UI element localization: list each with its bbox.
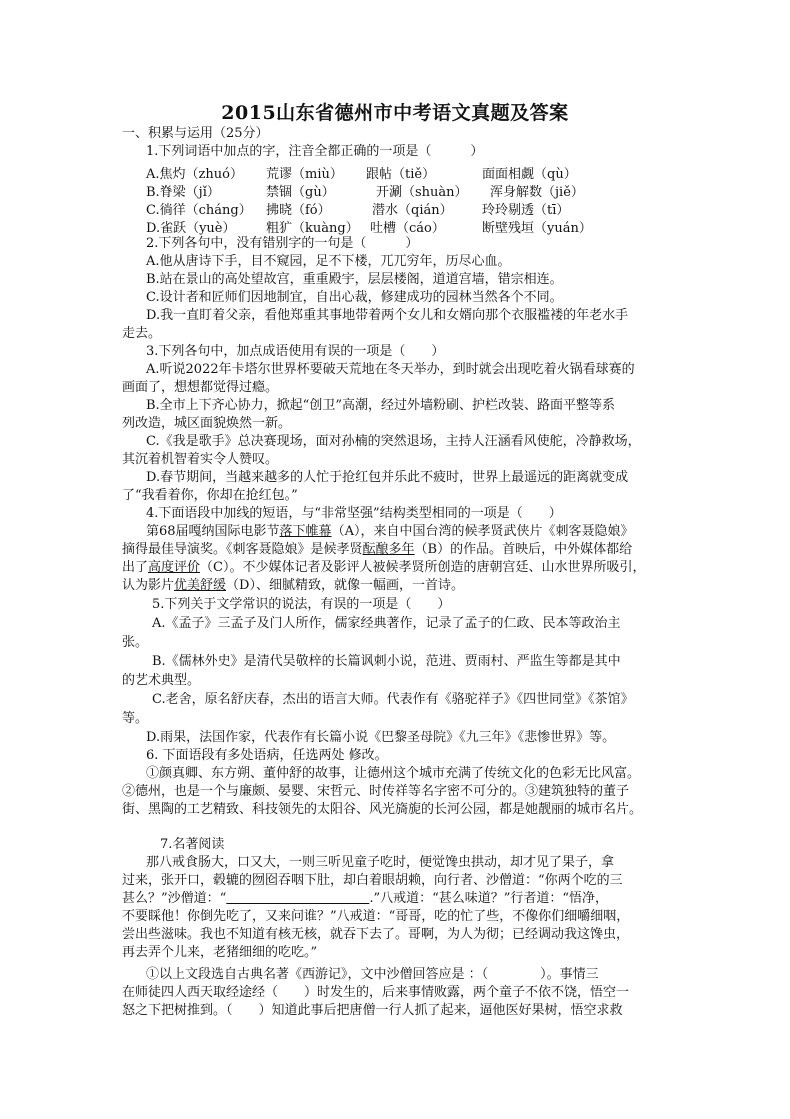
q4-passage-line-3 <box>122 559 645 577</box>
q4-text: 认为影片 <box>122 578 175 593</box>
q4-text: 出了 <box>122 560 149 575</box>
q4-text: （B）的作品。首映后，中外媒体都给 <box>414 542 633 557</box>
q2-option-d-line-1: D.我一直盯着父亲，看他郑重其事地带着两个女儿和女婿向那个衣服褴褛的年老水手 <box>146 308 629 323</box>
q2-option-d-line-2: 走去。 <box>122 326 162 341</box>
q7-text: .”八戒道：“甚么味道？”行者道：“悟净， <box>369 891 609 906</box>
question-4-stem: 4.下面语段中加线的短语，与“非常坚强”结构类型相同的一项是（ ） <box>146 506 562 521</box>
q7-passage-line-1: 那八戒食肠大，口又大，一则三听见童子吃时，便觉馋虫拱动，却才见了果子，拿 <box>146 855 615 870</box>
question-6-stem: 6. 下面语段有多处语病，任选两处 修改。 <box>146 748 388 763</box>
q7-passage-line-6: 再去弄个儿来，老猪细细的吃吃。” <box>122 945 318 960</box>
question-7-stem: 7.名著阅读 <box>160 837 225 852</box>
q4-passage-line-2 <box>122 541 632 559</box>
q1-option-d-3: 吐槽（cáo） <box>370 221 445 236</box>
q1-option-a-1: A.焦灼（zhuó） <box>146 167 243 182</box>
q4-phrase-c: 高度评价 <box>148 560 201 575</box>
q1-option-d-2: 粗犷（kuàng） <box>266 221 359 236</box>
q7-text: 甚么？”沙僧道：“ <box>122 891 227 906</box>
q1-option-c-4: 玲玲剔透（tī） <box>482 203 570 218</box>
q5-option-c-line-1: C.老舍，原名舒庆春，杰出的语言大师。代表作有《骆驼祥子》《四世同堂》《茶馆》 <box>152 692 634 707</box>
question-5-stem: 5.下列关于文学常识的说法，有误的一项是（ ） <box>152 597 451 612</box>
q2-option-a: A.他从唐诗下手，目不窥园，足不下楼，兀兀穷年，历尽心血。 <box>146 254 511 269</box>
q1-option-c-1: C.徜徉（cháng） <box>146 203 252 218</box>
q1-option-d-4: 断壁残垣（yuán） <box>482 221 592 236</box>
q4-text: （A），来自中国台湾的候孝贤武侠片《刺客聂隐娘》 <box>331 524 634 539</box>
q7-passage-line-3 <box>122 890 608 908</box>
q4-phrase-d: 优美舒缓 <box>174 578 227 593</box>
q2-option-c: C.设计者和匠师们因地制宜，自出心裁，修建成功的园林当然各个不同。 <box>146 290 563 305</box>
question-2-stem: 2.下列各句中，没有错别字的一句是（ ） <box>146 236 419 251</box>
q3-option-c-line-2: 其沉着机智着实令人赞叹。 <box>122 452 279 467</box>
question-3-stem: 3.下列各句中，加点成语使用有误的一项是（ ） <box>146 344 445 359</box>
q5-option-b-line-2: 的艺术典型。 <box>122 673 201 688</box>
q4-text: （C）。不少媒体记者及影评人被候孝贤所创造的唐朝宫廷、山水世界所吸引， <box>200 560 646 575</box>
q4-passage-line-1 <box>146 523 633 541</box>
q1-option-d-1: D.雀跃（yuè） <box>146 221 236 236</box>
q2-option-b: B.站在景山的高处望故宫，重重殿宇，层层楼阁，道道宫墙，错宗相连。 <box>146 272 563 287</box>
q3-option-a-line-1: A.听说2022年卡塔尔世界杯要破天荒地在冬天举办，到时就会出现吃着火锅看球赛的 <box>146 362 635 377</box>
q7-passage-line-4: 不要睬他！你倒先吃了，又来问谁？”八戒道：“哥哥，吃的忙了些，不像你们细嚼细咽， <box>122 909 630 924</box>
q1-option-c-2: 拂晓（fó） <box>266 203 331 218</box>
q4-text: 摘得最佳导演奖。《刺客聂隐娘》是候孝贤 <box>122 542 363 557</box>
q1-option-a-4: 面面相觑（qù） <box>482 167 577 182</box>
page-title: 2015山东省德州市中考语文真题及答案 <box>221 102 569 124</box>
q1-option-b-3: 开涮（shuàn） <box>376 185 468 200</box>
q1-option-b-4: 浑身解数（jiě） <box>490 185 584 200</box>
q3-option-b-line-2: 列改造，城区面貌焕然一新。 <box>122 416 292 431</box>
q6-passage-line-1: ①颜真卿、东方朔、董仲舒的故事，让德州这个城市充满了传统文化的色彩无比风富。 <box>146 766 641 781</box>
q5-option-d: D.雨果，法国作家，代表作有长篇小说《巴黎圣母院》《九三年》《悲惨世界》等。 <box>146 730 616 745</box>
q7-subquestion-line-3: 怒之下把树推到。（ ）知道此事后把唐僧一行人抓了起来，逼他医好果树，悟空求救 <box>122 1003 623 1018</box>
q1-option-b-1: B.脊梁（jǐ） <box>146 185 220 200</box>
q4-text: 第68届嘎纳国际电影节 <box>146 524 280 539</box>
q5-option-b-line-1: B.《儒林外史》是清代吴敬梓的长篇讽刺小说，范进、贾雨村、严监生等都是其中 <box>152 654 621 669</box>
q5-option-a-line-1: A.《孟子》三孟子及门人所作，儒家经典著作，记录了孟子的仁政、民本等政治主 <box>152 616 621 631</box>
q4-passage-line-4 <box>122 577 464 595</box>
q3-option-d-line-2: 了“我看着你，你却在抢红包。” <box>122 488 298 503</box>
q1-option-c-3: 潜水（qián） <box>372 203 453 218</box>
q7-subquestion-line-2: 在师徒四人西天取经途经（ ）时发生的，后来事情败露，两个童子不依不饶，悟空一 <box>122 985 630 1000</box>
q5-option-a-line-2: 张。 <box>122 635 149 650</box>
q1-option-a-3: 跟帖（tiě） <box>366 167 436 182</box>
q5-option-c-line-2: 等。 <box>122 711 149 726</box>
q1-option-b-2: 禁锢（gù） <box>266 185 335 200</box>
section-heading: 一、积累与运用（25分） <box>122 126 269 141</box>
q6-passage-line-3: 街、黑陶的工艺精致、科技领先的太阳谷、风光旖旎的长河公园，都是她靓丽的城市名片。 <box>122 802 643 817</box>
q4-text: （D）、细腻精致，就像一幅画，一首诗。 <box>226 578 464 593</box>
q7-answer-blank[interactable] <box>226 891 369 906</box>
q4-phrase-a: 落下帷幕 <box>279 524 332 539</box>
q7-passage-line-5: 尝出些滋味。我也不知道有核无核，就吞下去了。哥啊，为人为彻；已经调动我这馋虫， <box>122 927 630 942</box>
q7-passage-line-2: 过来，张开口，毂辘的囫囵吞咽下肚，却白着眼胡赖，向行者、沙僧道：“你两个吃的三 <box>122 873 623 888</box>
question-1-stem: 1.下列词语中加点的字，注音全都正确的一项是（ ） <box>146 144 484 159</box>
q3-option-d-line-1: D.春节期间，当越来越多的人忙于抢红包并乐此不疲时，世界上最遥远的距离就变成 <box>146 470 629 485</box>
q7-subquestion-line-1: ①以上文段选自古典名著《西游记》，文中沙僧回答应是 ：（ ）。事情三 <box>146 967 599 982</box>
q6-passage-line-2: ②德州，也是一个与廉颇、晏婴、宋哲元、时传祥等名字密不可分的。③建筑独特的董子 <box>122 784 630 799</box>
q4-phrase-b: 酝酿多年 <box>362 542 415 557</box>
q1-option-a-2: 荒谬（miù） <box>266 167 343 182</box>
q3-option-a-line-2: 画面了，想想都觉得过瘾。 <box>122 380 279 395</box>
q3-option-c-line-1: C.《我是歌手》总决赛现场，面对孙楠的突然退场，主持人汪涵看风使舵，冷静救场， <box>146 434 641 449</box>
q3-option-b-line-1: B.全市上下齐心协力，掀起“创卫”高潮，经过外墙粉刷、护栏改装、路面平整等系 <box>146 398 615 413</box>
